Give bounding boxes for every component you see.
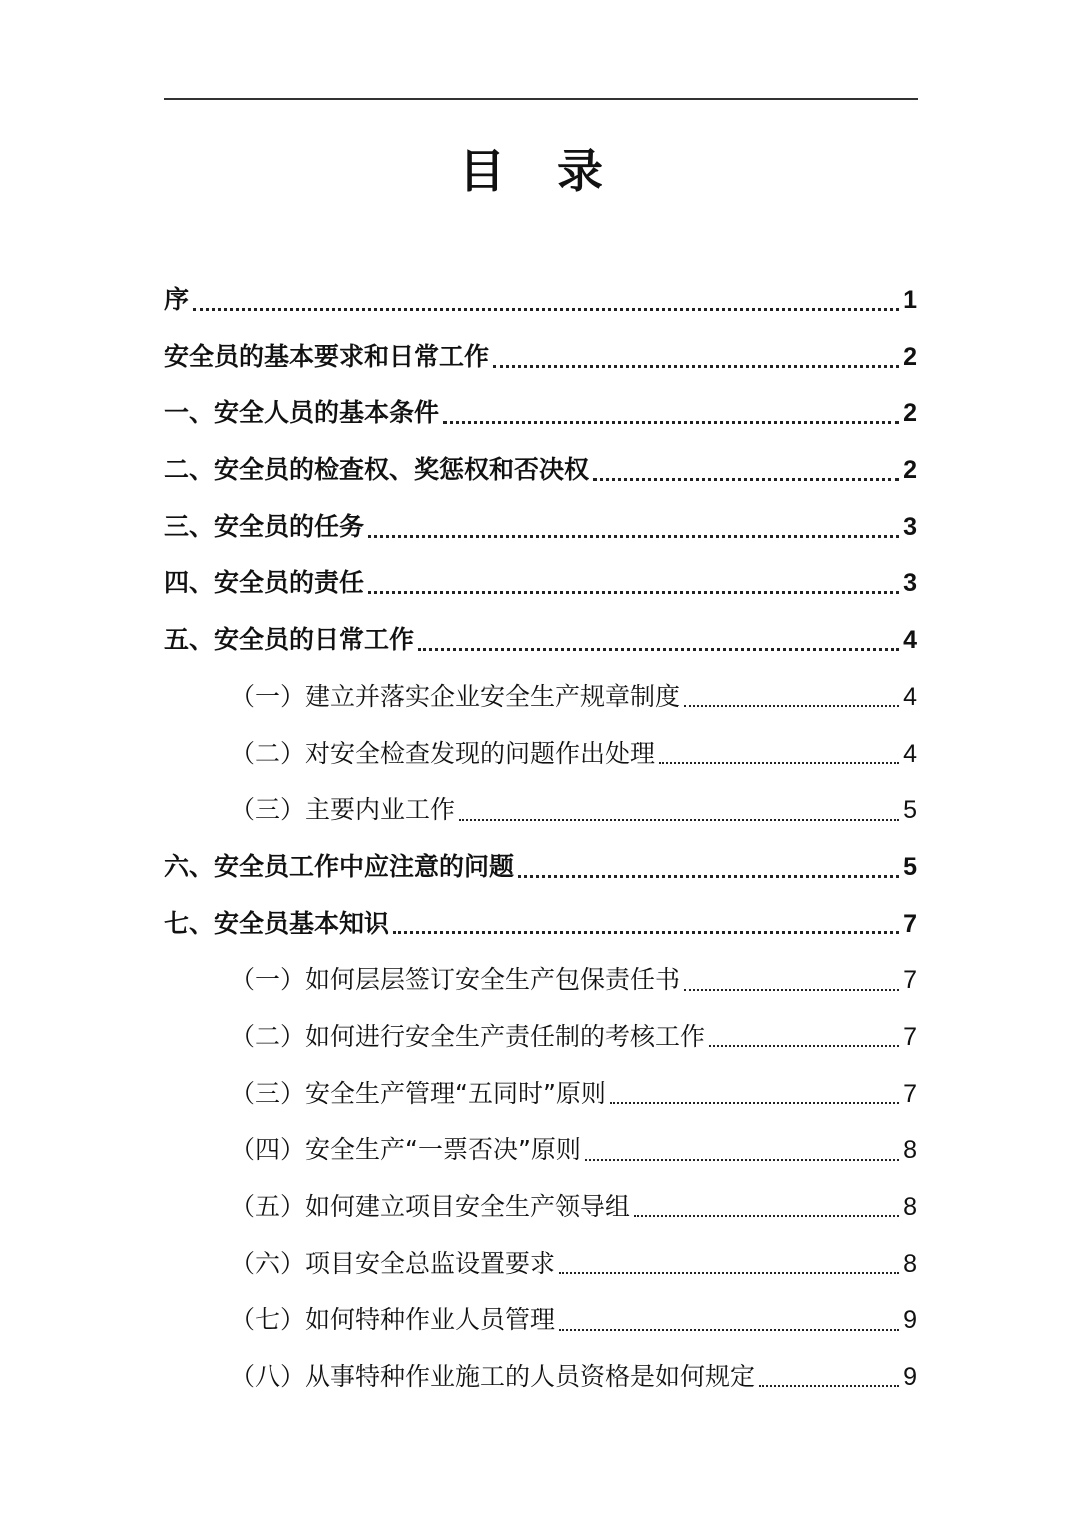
toc-subentry[interactable]: [164, 1009, 917, 1066]
toc-page-number: 4: [903, 739, 917, 768]
dot-leader: [659, 762, 899, 764]
toc-entry[interactable]: [164, 839, 917, 896]
toc-entry-label: （二）对安全检查发现的问题作出处理: [230, 738, 656, 768]
toc-page-number: 3: [903, 512, 917, 541]
toc-subentry[interactable]: [164, 669, 917, 726]
toc-subentry[interactable]: [164, 726, 917, 783]
dot-leader: [443, 421, 899, 424]
toc-entry-label: 六、安全员工作中应注意的问题: [164, 851, 515, 881]
toc-entry-label: （一）如何层层签订安全生产包保责任书: [230, 965, 681, 995]
toc-entry-label: 四、安全员的责任: [164, 568, 365, 598]
dot-leader: [634, 1215, 899, 1217]
toc-entry-label: （三）安全生产管理“五同时”原则: [230, 1078, 606, 1108]
dot-leader: [559, 1272, 899, 1274]
toc-page-number: 2: [903, 342, 917, 371]
table-of-contents: [164, 272, 917, 1406]
toc-page-number: 3: [903, 569, 917, 598]
toc-subentry[interactable]: [164, 782, 917, 839]
toc-subentry[interactable]: [164, 1179, 917, 1236]
toc-page-number: 7: [903, 966, 917, 995]
toc-entry-label: 序: [164, 285, 190, 314]
dot-leader: [368, 591, 899, 594]
toc-page-number: 7: [903, 1022, 917, 1051]
dot-leader: [459, 819, 899, 821]
toc-entry-label: 二、安全员的检查权、奖惩权和否决权: [164, 455, 590, 485]
toc-entry[interactable]: [164, 612, 917, 669]
dot-leader: [493, 365, 899, 368]
dot-leader: [593, 478, 899, 481]
toc-entry[interactable]: [164, 442, 917, 499]
toc-entry-label: 安全员的基本要求和日常工作: [164, 341, 490, 371]
toc-entry-label: 一、安全人员的基本条件: [164, 398, 440, 428]
toc-page-number: 8: [903, 1249, 917, 1278]
toc-subentry[interactable]: [164, 1349, 917, 1406]
toc-page-number: 5: [903, 796, 917, 825]
toc-entry-label: （八）从事特种作业施工的人员资格是如何规定: [230, 1362, 756, 1392]
toc-page-number: 8: [903, 1193, 917, 1221]
toc-entry[interactable]: [164, 385, 917, 442]
toc-subentry[interactable]: [164, 1292, 917, 1349]
toc-page-number: 4: [903, 626, 917, 655]
dot-leader: [709, 1045, 899, 1047]
dot-leader: [684, 705, 899, 707]
toc-subentry[interactable]: [164, 1122, 917, 1179]
toc-subentry[interactable]: [164, 1236, 917, 1293]
toc-page-number: 5: [903, 852, 917, 881]
toc-entry[interactable]: [164, 272, 917, 329]
toc-page-number: 8: [903, 1136, 917, 1165]
page-title: 目 录: [458, 144, 621, 198]
dot-leader: [418, 648, 899, 651]
toc-page-number: 7: [903, 909, 917, 938]
toc-subentry[interactable]: [164, 952, 917, 1009]
toc-entry-label: （三）主要内业工作: [230, 795, 456, 825]
toc-entry-label: （六）项目安全总监设置要求: [230, 1248, 556, 1278]
toc-page-number: 2: [903, 456, 917, 485]
dot-leader: [393, 931, 899, 934]
dot-leader: [610, 1102, 899, 1104]
dot-leader: [368, 535, 899, 538]
toc-page-number: 7: [903, 1079, 917, 1108]
toc-entry-label: （七）如何特种作业人员管理: [230, 1305, 556, 1335]
dot-leader: [684, 989, 899, 991]
toc-page-number: 9: [903, 1363, 917, 1392]
toc-entry[interactable]: [164, 555, 917, 612]
dot-leader: [585, 1159, 899, 1161]
toc-entry-label: （五）如何建立项目安全生产领导组: [230, 1192, 631, 1221]
header-rule: [164, 98, 918, 100]
dot-leader: [559, 1329, 899, 1331]
toc-entry-label: 七、安全员基本知识: [164, 908, 390, 938]
toc-entry-label: 三、安全员的任务: [164, 511, 365, 541]
dot-leader: [759, 1385, 899, 1387]
toc-subentry[interactable]: [164, 1066, 917, 1123]
dot-leader: [193, 308, 899, 311]
toc-entry-label: （一）建立并落实企业安全生产规章制度: [230, 681, 681, 711]
dot-leader: [518, 875, 899, 878]
toc-entry[interactable]: [164, 329, 917, 386]
toc-entry[interactable]: [164, 499, 917, 556]
toc-page-number: 1: [903, 286, 917, 314]
toc-entry[interactable]: [164, 896, 917, 953]
toc-page-number: 4: [903, 682, 917, 711]
toc-entry-label: 五、安全员的日常工作: [164, 625, 415, 655]
toc-entry-label: （四）安全生产“一票否决”原则: [230, 1135, 581, 1165]
toc-page-number: 2: [903, 399, 917, 428]
toc-entry-label: （二）如何进行安全生产责任制的考核工作: [230, 1021, 706, 1051]
toc-page-number: 9: [903, 1306, 917, 1335]
